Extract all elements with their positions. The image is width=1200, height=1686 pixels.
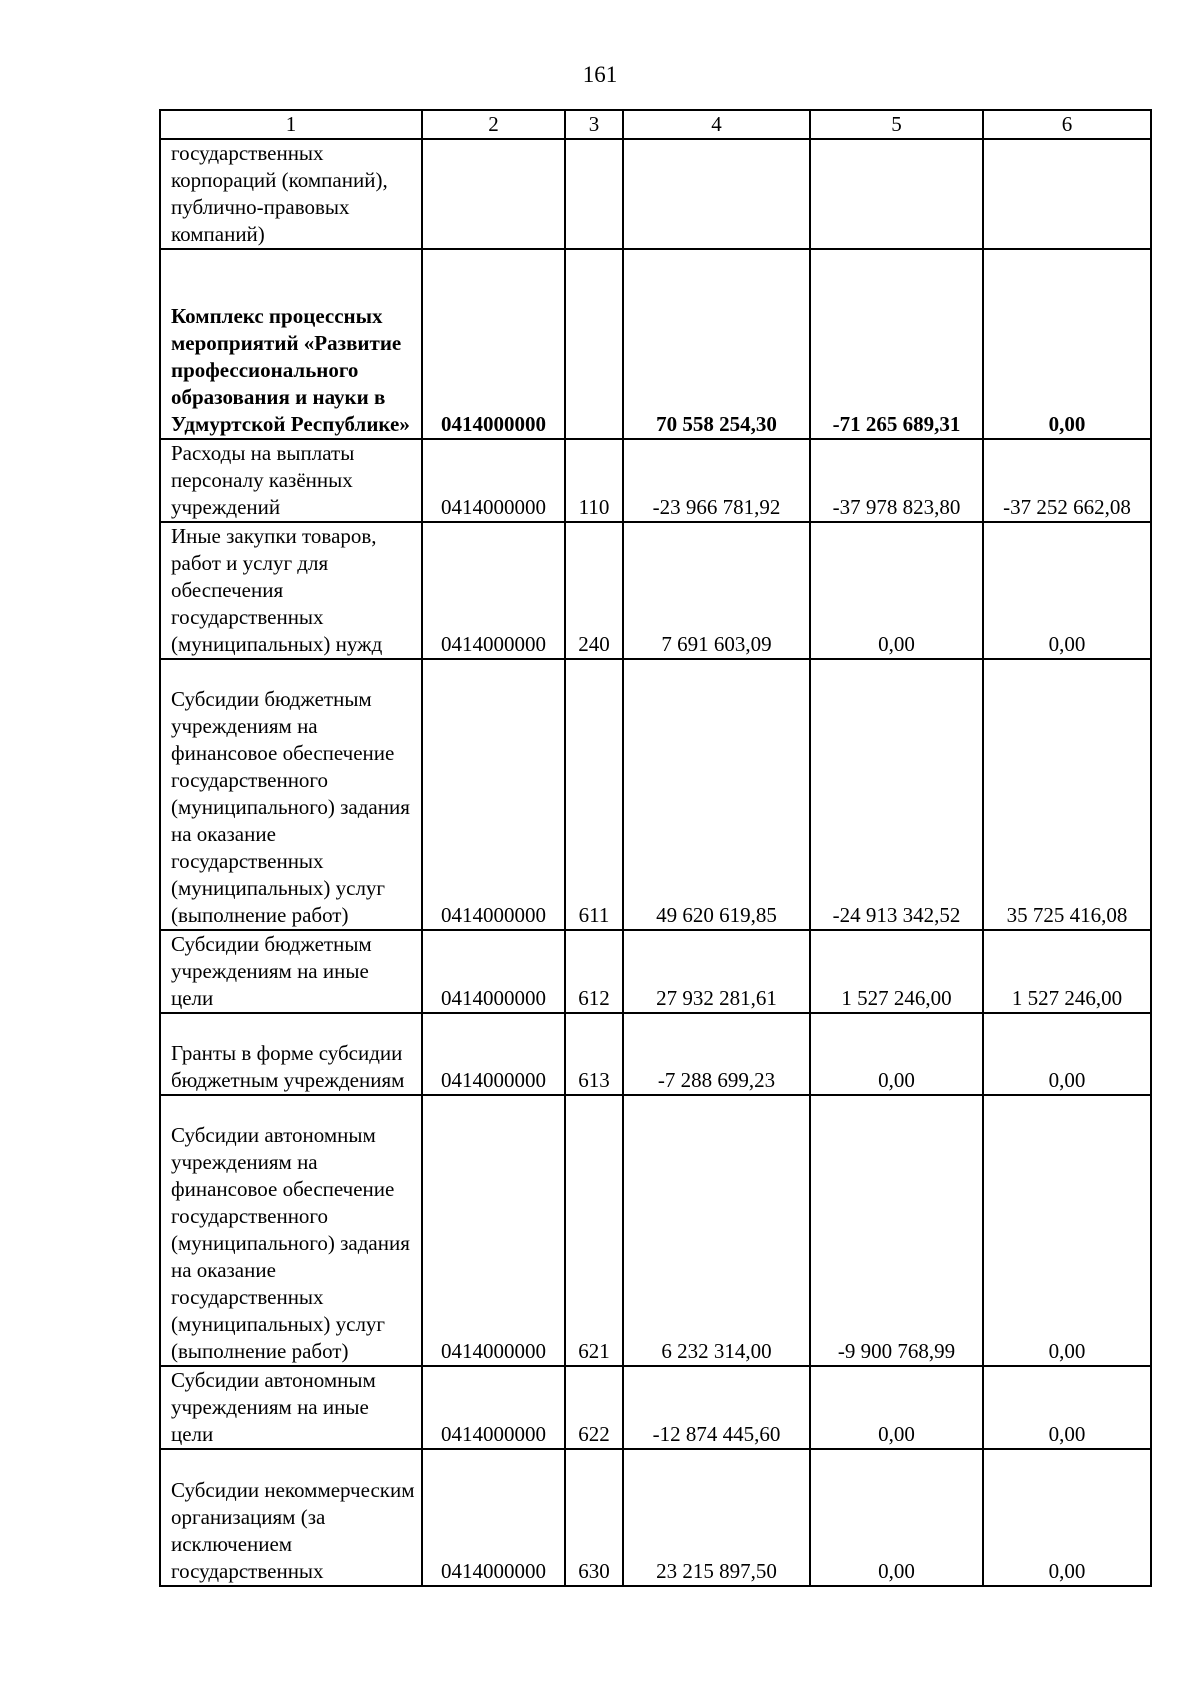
row-code: 0414000000	[422, 659, 565, 930]
header-cell-3: 3	[565, 110, 623, 139]
budget-table	[159, 109, 1152, 1587]
table-row	[160, 930, 1151, 1013]
page-number: 161	[582, 62, 618, 87]
row-col6: 0,00	[983, 1366, 1151, 1449]
row-col6: 1 527 246,00	[983, 930, 1151, 1013]
header-cell-2: 2	[422, 110, 565, 139]
row-col5: -71 265 689,31	[810, 249, 983, 439]
row-code	[422, 139, 565, 249]
row-col5: 0,00	[810, 1366, 983, 1449]
row-col6	[983, 139, 1151, 249]
table-row	[160, 1449, 1151, 1586]
row-col5: -9 900 768,99	[810, 1095, 983, 1366]
row-col5	[810, 139, 983, 249]
row-description: Субсидии некоммерческим организациям (за исключением государственных	[160, 1449, 422, 1586]
row-col6: 0,00	[983, 1095, 1151, 1366]
row-col5: 1 527 246,00	[810, 930, 983, 1013]
table-row	[160, 522, 1151, 659]
row-col4: -12 874 445,60	[623, 1366, 810, 1449]
row-description: государственных корпораций (компаний), публично-правовых компаний)	[160, 139, 422, 249]
row-col4: 7 691 603,09	[623, 522, 810, 659]
row-code: 0414000000	[422, 1095, 565, 1366]
header-cell-5: 5	[810, 110, 983, 139]
row-col5: -37 978 823,80	[810, 439, 983, 522]
row-description: Комплекс процессных мероприятий «Развитие профессионального образования и науки в Удмуртской Республике»	[160, 249, 422, 439]
row-type: 622	[565, 1366, 623, 1449]
row-col4: -7 288 699,23	[623, 1013, 810, 1095]
row-col4: 49 620 619,85	[623, 659, 810, 930]
row-code: 0414000000	[422, 249, 565, 439]
row-col6: 0,00	[983, 1449, 1151, 1586]
row-type	[565, 139, 623, 249]
header-cell-1: 1	[160, 110, 422, 139]
row-col4: 23 215 897,50	[623, 1449, 810, 1586]
row-description: Субсидии бюджетным учреждениям на иные цели	[160, 930, 422, 1013]
row-col6: 0,00	[983, 1013, 1151, 1095]
row-type: 621	[565, 1095, 623, 1366]
row-col4: 70 558 254,30	[623, 249, 810, 439]
row-type: 611	[565, 659, 623, 930]
row-type: 110	[565, 439, 623, 522]
row-description: Субсидии бюджетным учреждениям на финансовое обеспечение государственного (муниципального) задания на оказание государственных (муниципальных) услуг (выполнение работ)	[160, 659, 422, 930]
header-cell-6: 6	[983, 110, 1151, 139]
row-type: 630	[565, 1449, 623, 1586]
table-row	[160, 1095, 1151, 1366]
table-row	[160, 139, 1151, 249]
table-row	[160, 249, 1151, 439]
row-col4: 27 932 281,61	[623, 930, 810, 1013]
row-col6: 0,00	[983, 249, 1151, 439]
row-type	[565, 249, 623, 439]
row-code: 0414000000	[422, 930, 565, 1013]
row-col5: 0,00	[810, 522, 983, 659]
row-description: Гранты в форме субсидии бюджетным учреждениям	[160, 1013, 422, 1095]
row-description: Субсидии автономным учреждениям на финансовое обеспечение государственного (муниципального) задания на оказание государственных (муниципальных) услуг (выполнение работ)	[160, 1095, 422, 1366]
row-code: 0414000000	[422, 522, 565, 659]
row-col4: -23 966 781,92	[623, 439, 810, 522]
row-type: 240	[565, 522, 623, 659]
table-row	[160, 1013, 1151, 1095]
row-col5: -24 913 342,52	[810, 659, 983, 930]
row-col6: -37 252 662,08	[983, 439, 1151, 522]
row-type: 612	[565, 930, 623, 1013]
row-col6: 0,00	[983, 522, 1151, 659]
row-type: 613	[565, 1013, 623, 1095]
header-cell-4: 4	[623, 110, 810, 139]
row-col5: 0,00	[810, 1013, 983, 1095]
row-code: 0414000000	[422, 1449, 565, 1586]
row-code: 0414000000	[422, 439, 565, 522]
row-description: Субсидии автономным учреждениям на иные цели	[160, 1366, 422, 1449]
header-row	[160, 110, 1151, 139]
row-description: Иные закупки товаров, работ и услуг для обеспечения государственных (муниципальных) нужд	[160, 522, 422, 659]
row-col4	[623, 139, 810, 249]
table-row	[160, 439, 1151, 522]
row-description: Расходы на выплаты персоналу казённых учреждений	[160, 439, 422, 522]
row-code: 0414000000	[422, 1366, 565, 1449]
table-row	[160, 659, 1151, 930]
row-col5: 0,00	[810, 1449, 983, 1586]
row-code: 0414000000	[422, 1013, 565, 1095]
row-col6: 35 725 416,08	[983, 659, 1151, 930]
row-col4: 6 232 314,00	[623, 1095, 810, 1366]
table-row	[160, 1366, 1151, 1449]
